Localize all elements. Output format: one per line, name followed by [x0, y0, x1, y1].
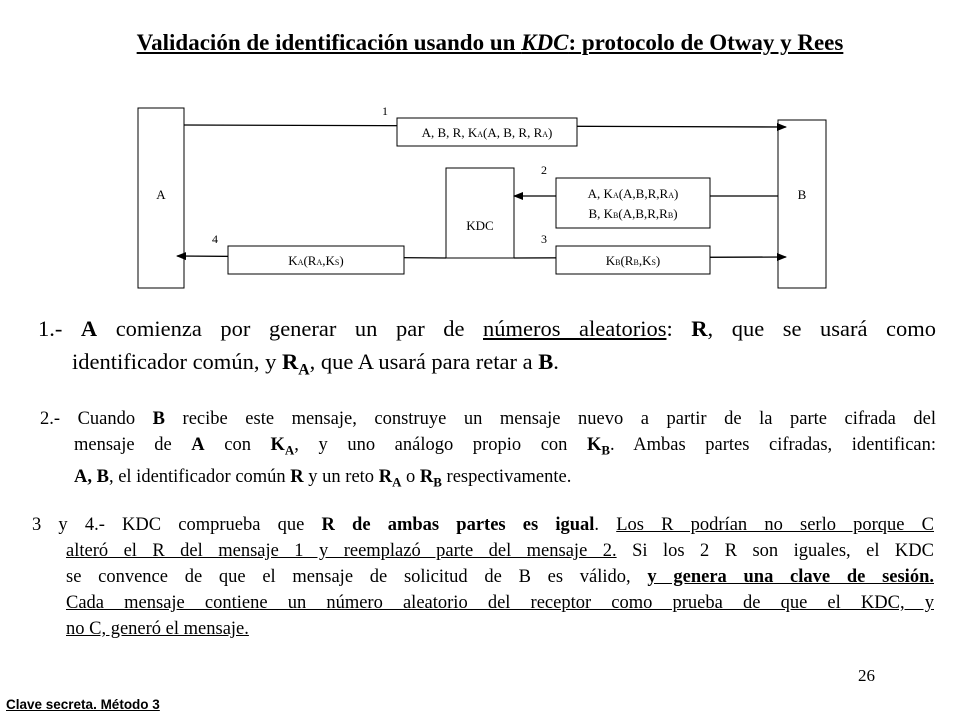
paragraph-3: [32, 512, 934, 642]
p2-line3: A, B, el identificador común R y un reto $R_A$ o $R_B$ respectivamente.: [74, 466, 572, 490]
paragraph-1: [38, 312, 936, 387]
p1-line1: 1.- A comienza por generar un par de números aleatorios: R, que se usará como: [38, 316, 936, 341]
msg2-number: 2: [541, 163, 547, 177]
node-b-label: B: [797, 187, 807, 202]
p3-line4: Cada mensaje contiene un número aleatorio del receptor como prueba de que el KDC, y: [66, 593, 934, 613]
title-part2: : protocolo de Otway y Rees: [568, 30, 844, 55]
p3-line5: no C, generó el mensaje.: [66, 619, 249, 639]
node-kdc-box: [446, 168, 514, 258]
msg1-label: A, B, R, KA(A, B, R, RA): [421, 125, 553, 140]
msg1-number: 1: [382, 104, 388, 118]
p1-line2: identificador común, y $R_A$, que A usará para retar a B.: [72, 349, 559, 379]
msg3-label: KB(RB,KS): [605, 253, 661, 268]
msg2-label-line1: A, KA(A,B,R,RA): [587, 186, 679, 201]
p3-line2: alteró el R del mensaje 1 y reemplazó parte del mensaje 2. Si los 2 R son iguales, el KDC: [66, 541, 934, 561]
msg2-label-line2: B, KB(A,B,R,RB): [588, 206, 678, 221]
msg4-label: KA(RA,KS): [288, 253, 344, 268]
node-kdc-label: KDC: [466, 218, 494, 233]
page-number: 26: [858, 666, 875, 685]
paragraph-2: [40, 406, 936, 495]
title-kdc: KDC: [521, 30, 569, 55]
p3-line1: 3 y 4.- KDC comprueba que R de ambas partes es igual. Los R podrían no serlo porque C: [32, 515, 935, 535]
msg3-number: 3: [541, 232, 547, 246]
node-b-box: [778, 120, 826, 288]
protocol-diagram: [0, 0, 960, 300]
p2-line2: mensaje de A con $K_A$, y uno análogo propio con $K_B$. Ambas partes cifradas, identifican:: [74, 435, 937, 458]
node-a-label: A: [156, 187, 166, 202]
footer-label: Clave secreta. Método 3: [6, 697, 160, 712]
p3-line3: se convence de que el mensaje de solicitud de B es válido, y genera una clave de sesión.: [66, 567, 934, 587]
title-part1: Validación de identificación usando un: [136, 30, 522, 55]
p2-line1: 2.- Cuando B recibe este mensaje, construye un mensaje nuevo a partir de la parte cifrada del: [40, 409, 936, 429]
msg4-number: 4: [212, 232, 218, 246]
